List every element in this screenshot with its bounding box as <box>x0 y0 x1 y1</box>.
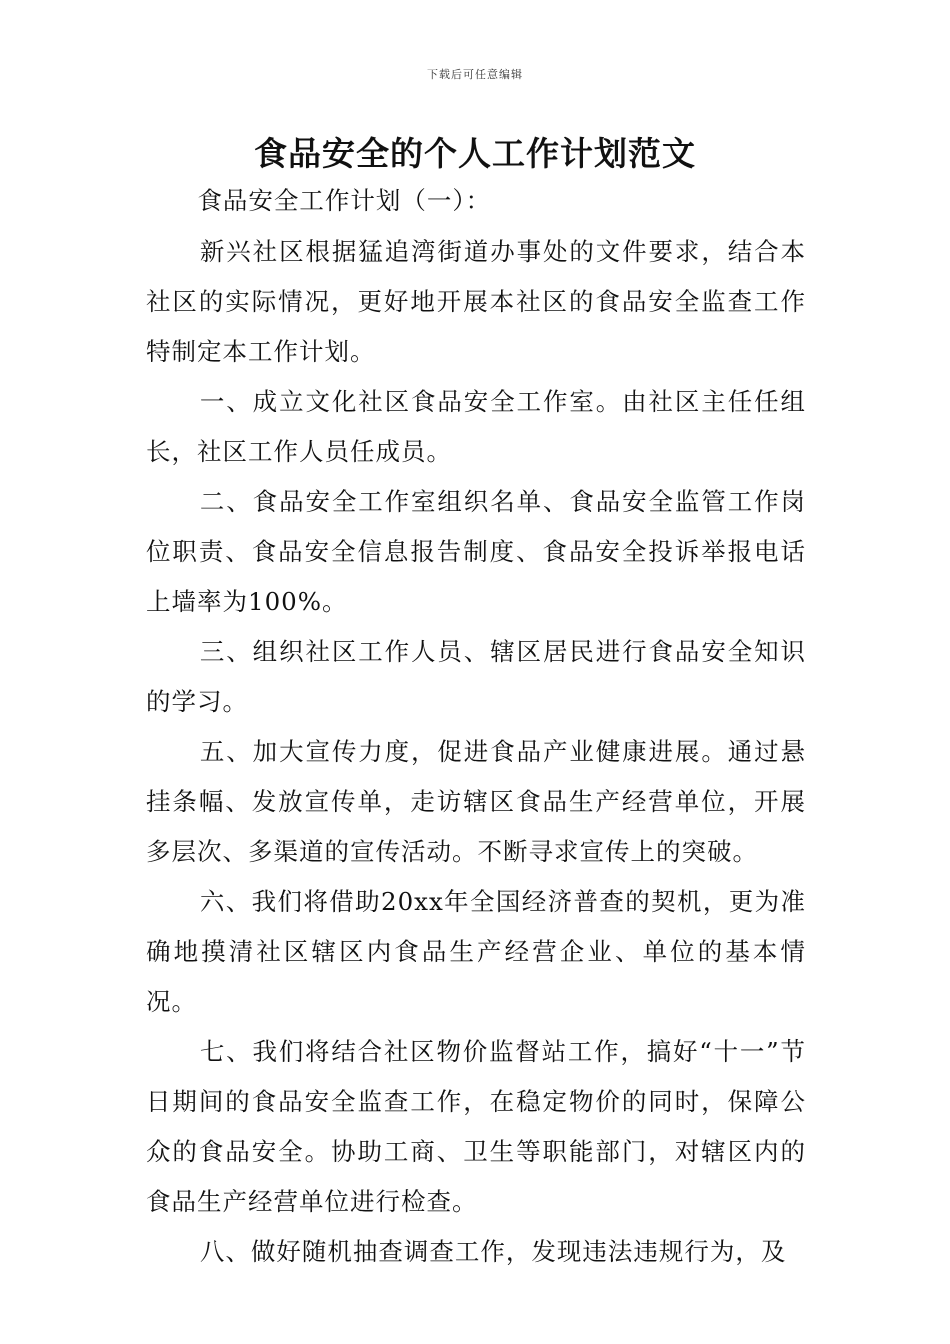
paragraph-item-6: 六、我们将借助20xx年全国经济普查的契机，更为准确地摸清社区辖区内食品生产经营企业、单位的基本情况。 <box>146 887 806 1016</box>
document-title: 食品安全的个人工作计划范文 <box>254 134 696 173</box>
document-body <box>146 176 806 1277</box>
paragraph-item-5: 五、加大宣传力度，促进食品产业健康进展。通过悬挂条幅、发放宣传单，走访辖区食品生产经营单位，开展多层次、多渠道的宣传活动。不断寻求宣传上的突破。 <box>146 737 806 866</box>
paragraph-item-7: 七、我们将结合社区物价监督站工作，搞好“十一”节日期间的食品安全监查工作，在稳定物价的同时，保障公众的食品安全。协助工商、卫生等职能部门，对辖区内的食品生产经营单位进行检查。 <box>146 1037 806 1216</box>
paragraph-item-2: 二、食品安全工作室组织名单、食品安全监管工作岗位职责、食品安全信息报告制度、食品安全投诉举报电话上墙率为100%。 <box>146 487 806 616</box>
paragraph-intro: 新兴社区根据猛追湾街道办事处的文件要求，结合本社区的实际情况，更好地开展本社区的食品安全监查工作特制定本工作计划。 <box>146 237 806 366</box>
paragraph-item-3: 三、组织社区工作人员、辖区居民进行食品安全知识的学习。 <box>146 637 806 716</box>
paragraph-item-1: 一、成立文化社区食品安全工作室。由社区主任任组长，社区工作人员任成员。 <box>146 387 806 466</box>
paragraph-item-8: 八、做好随机抽查调查工作，发现违法违规行为，及 <box>199 1237 787 1266</box>
section-subtitle: 食品安全工作计划（一）： <box>197 186 492 215</box>
header-note: 下载后可任意编辑 <box>427 68 523 81</box>
